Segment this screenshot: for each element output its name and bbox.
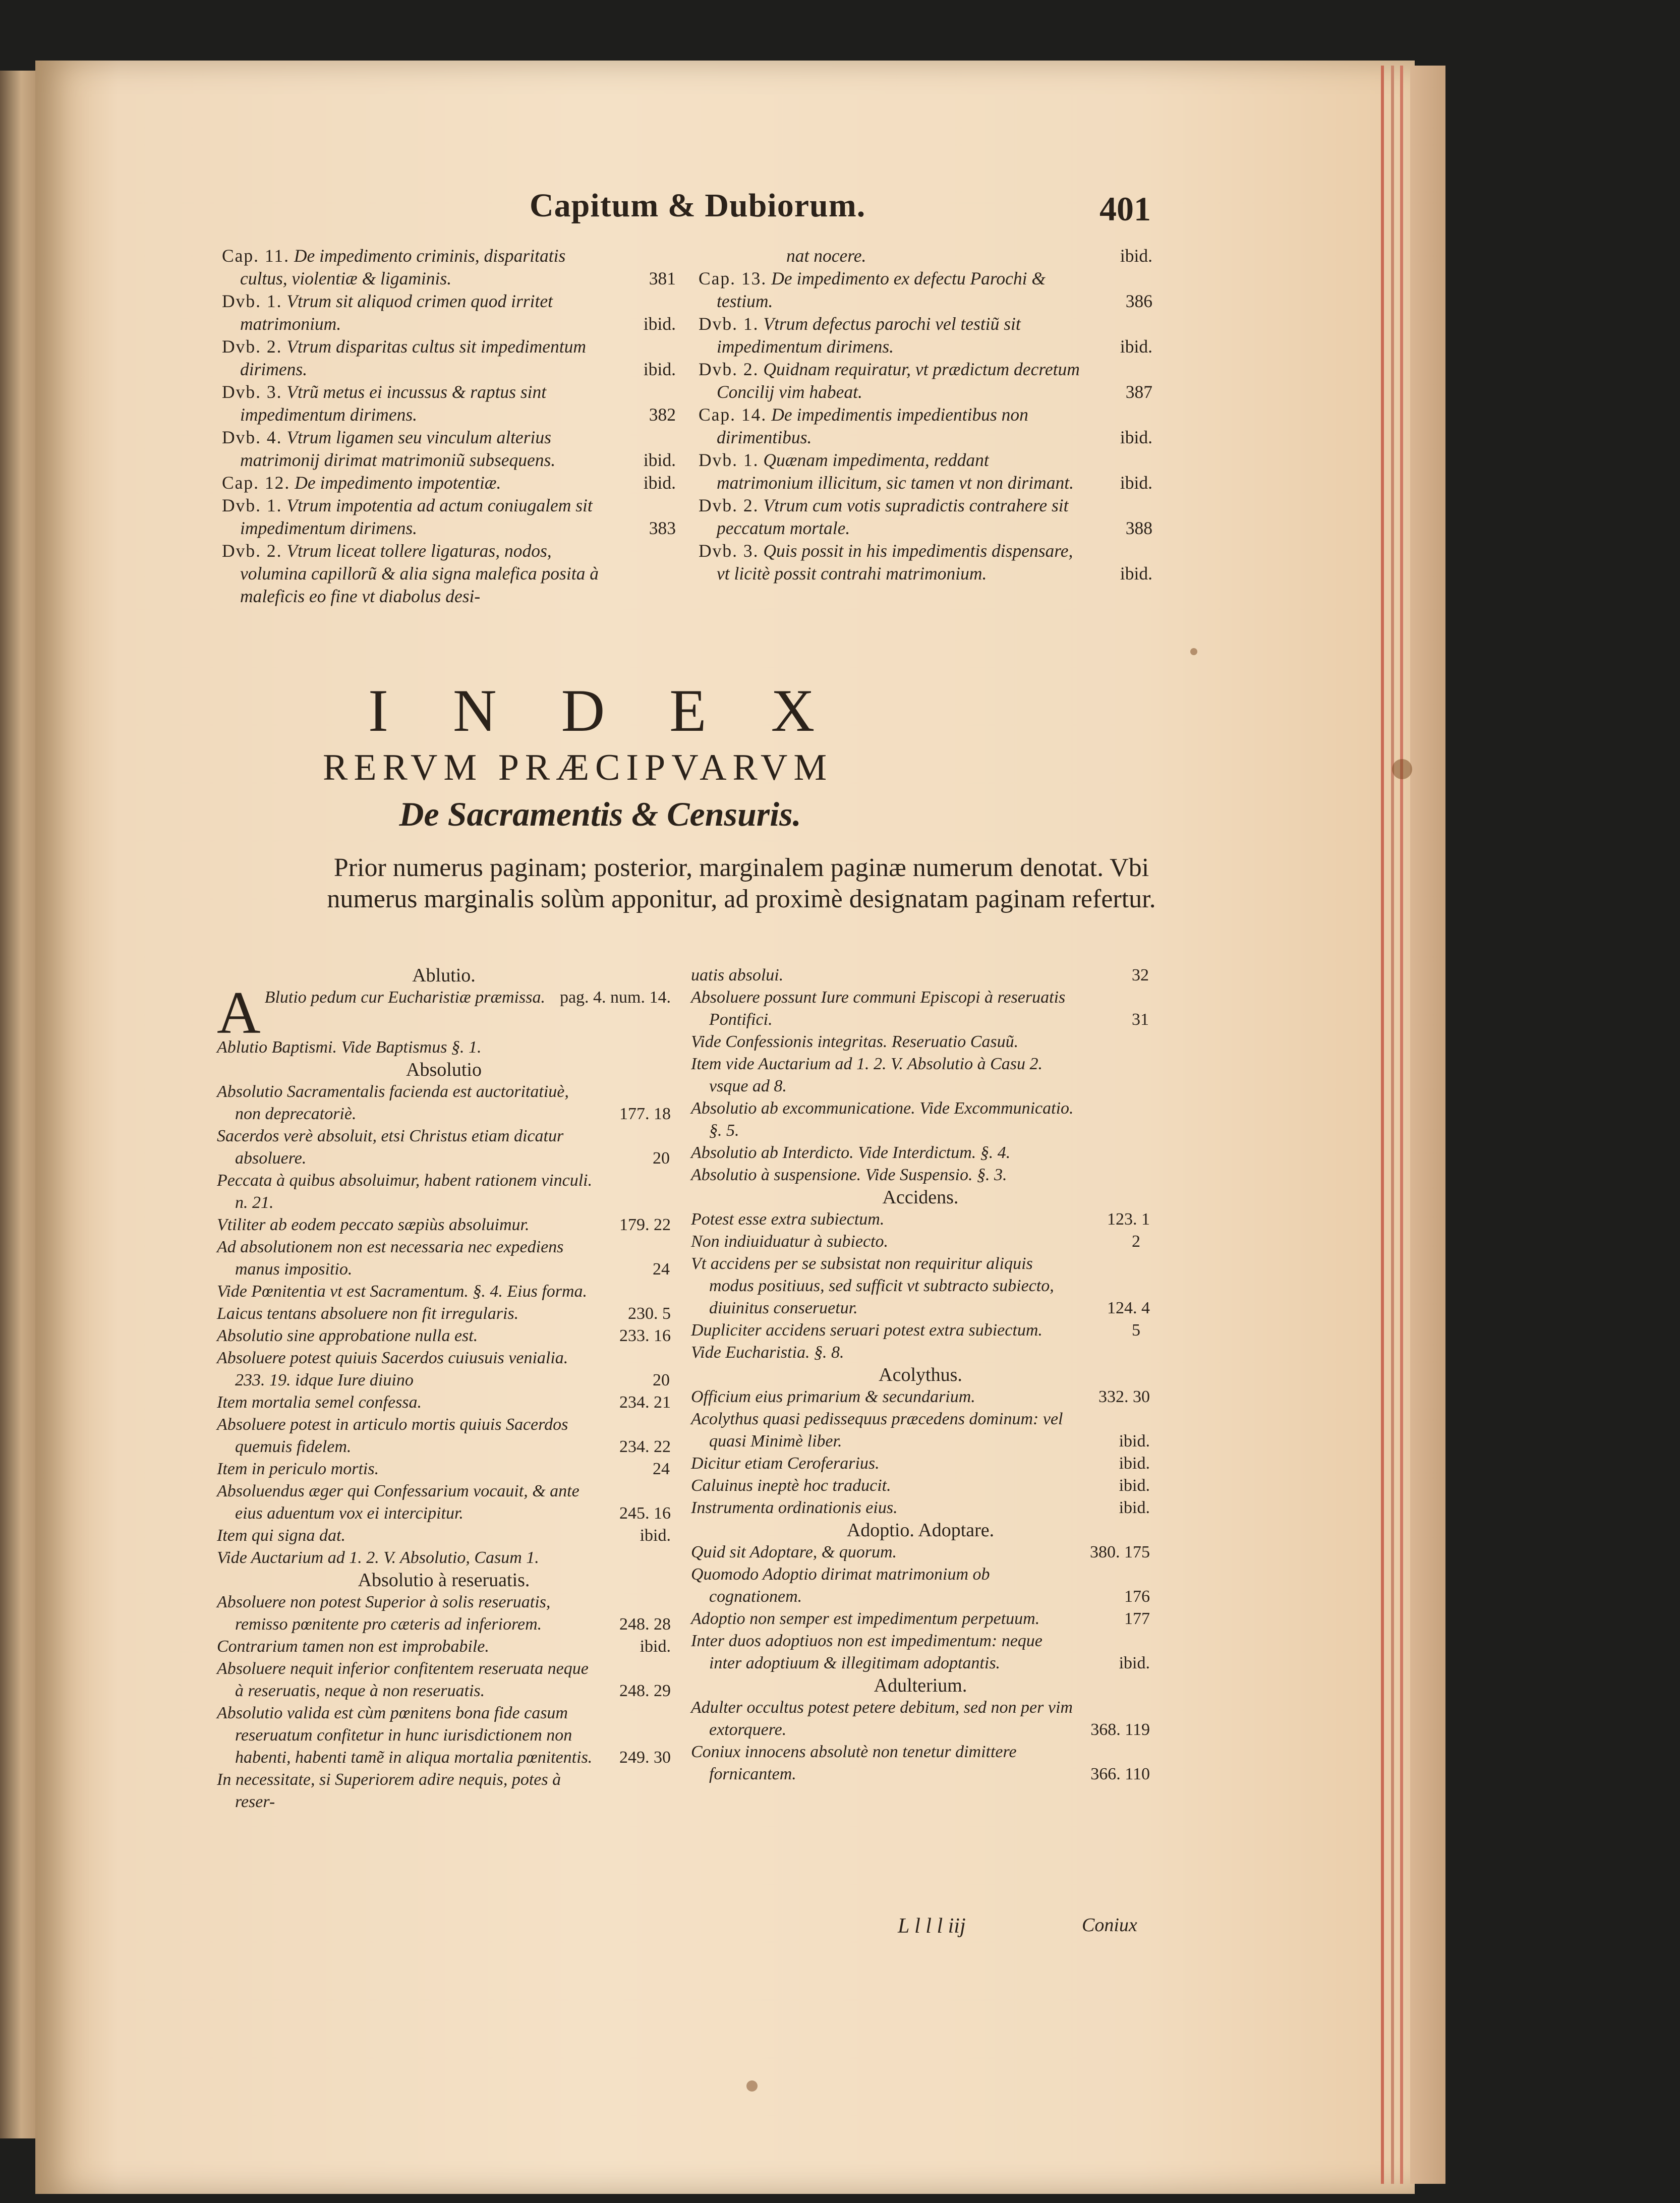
index-entry	[217, 1591, 671, 1636]
toc-entry	[699, 540, 1152, 585]
index-text: Absolutio à suspensione. Vide Suspensio. §. 3.	[691, 1166, 1007, 1184]
toc-text: Vtrum liceat tollere ligaturas, nodos, volumina capillorũ & alia signa malefica posita à maleficis eo fine vt diabolus desi-	[240, 541, 599, 606]
index-text: Adulter occultus potest petere debitum, sed non per vim extorquere.	[691, 1698, 1073, 1739]
toc-entry	[222, 426, 676, 472]
index-ref: 366. 110	[1090, 1765, 1150, 1783]
index-entry	[691, 1608, 1150, 1630]
index-ref: 123. 1	[1107, 1210, 1150, 1229]
index-ref: ibid.	[1119, 1476, 1150, 1495]
toc-ref: 381	[649, 268, 676, 288]
index-heading: Acolythus.	[879, 1364, 962, 1385]
index-text: Caluinus ineptè hoc traducit.	[691, 1476, 891, 1495]
index-text: Absoluere nequit inferior confitentem reseruata neque à reseruatis, neque à non reseruatis.	[217, 1659, 589, 1700]
toc-text: Quænam impedimenta, reddant matrimonium illicitum, sic tamen vt non dirimant.	[717, 450, 1074, 493]
toc-ref: ibid.	[643, 314, 676, 334]
toc-entry	[699, 494, 1152, 540]
index-ref: 249. 30	[619, 1748, 671, 1767]
toc-entry	[222, 335, 676, 381]
toc-text: Vtrum ligamen seu vinculum alterius matrimonij dirimat matrimoniũ subsequens.	[240, 427, 556, 470]
index-text: Ad absolutionem non est necessaria nec expediens manus impositio.	[217, 1238, 564, 1279]
index-ref: ibid.	[1119, 1454, 1150, 1473]
index-text: Quomodo Adoptio dirimat matrimonium ob cognationem.	[691, 1565, 990, 1606]
index-entry: uatis absolui. 32	[691, 966, 1149, 984]
index-entry: Non indiuiduatur à subiecto. 2	[691, 1232, 1140, 1251]
index-entry	[217, 1414, 671, 1458]
index-entry	[691, 1097, 1150, 1142]
toc-text: De impedimento impotentiæ.	[295, 473, 501, 493]
index-text: Absolutio ab excommunicatione. Vide Excommunicatio. §. 5.	[691, 1099, 1074, 1140]
index-ref: 233. 16	[619, 1326, 671, 1345]
index-heading: Adoptio. Adoptare.	[846, 1520, 995, 1541]
index-heading: Accidens.	[882, 1187, 959, 1208]
index-text: Vide Auctarium ad 1. 2. V. Absolutio, Casum 1.	[217, 1548, 539, 1567]
index-ref: 177. 18	[619, 1105, 671, 1123]
running-header: Capitum & Dubiorum.	[530, 187, 866, 224]
index-text: Absolutio Sacramentalis facienda est auctoritatiuè, non deprecatoriè.	[217, 1082, 569, 1123]
toc-entry	[699, 245, 1152, 267]
index-title: INDEX	[368, 677, 880, 744]
index-entry	[217, 1170, 671, 1214]
index-text: Potest esse extra subiectum.	[691, 1210, 885, 1229]
toc-ref: 387	[1125, 382, 1152, 402]
index-ref: 234. 21	[619, 1393, 671, 1412]
toc-ref: ibid.	[643, 473, 676, 493]
index-text: Blutio pedum cur Eucharistiæ præmissa.	[264, 988, 545, 1007]
index-text: Absolutio sine approbatione nulla est.	[217, 1326, 478, 1345]
toc-ref: 383	[649, 518, 676, 538]
toc-text: Vtrum defectus parochi vel testiũ sit impedimentum dirimens.	[717, 314, 1021, 357]
index-text: Coniux innocens absolutè non tenetur dimittere fornicantem.	[691, 1743, 1017, 1783]
index-entry	[217, 1214, 671, 1236]
index-ref: ibid.	[1119, 1498, 1150, 1517]
index-entry	[691, 1386, 1150, 1408]
toc-text: Vtrum disparitas cultus sit impedimentum dirimens.	[240, 336, 587, 379]
toc-ref: ibid.	[1120, 473, 1152, 493]
index-ref: 177	[1124, 1609, 1150, 1628]
toc-entry	[699, 449, 1152, 494]
toc-ref: ibid.	[1120, 427, 1152, 447]
toc-left-column	[222, 245, 676, 608]
index-subtitle: RERVM PRÆCIPVARVM	[323, 747, 833, 788]
toc-label: Cap. 11.	[222, 246, 289, 266]
index-ref: 245. 16	[619, 1504, 671, 1523]
index-entry	[217, 1636, 671, 1658]
index-entry	[217, 1547, 671, 1569]
toc-label: Dvb. 1.	[699, 314, 759, 334]
toc-label: Dvb. 3.	[699, 541, 759, 561]
toc-text: Quis possit in his impedimentis dispensare, vt licitè possit contrahi matrimonium.	[717, 541, 1073, 584]
index-entry	[217, 1702, 671, 1769]
toc-text: Vtrum sit aliquod crimen quod irritet matrimonium.	[240, 291, 553, 334]
index-text: Officium eius primarium & secundarium.	[691, 1387, 975, 1406]
drop-cap-letter: A	[217, 979, 261, 1046]
toc-entry	[699, 403, 1152, 449]
toc-text: Vtrũ metus ei incussus & raptus sint impedimentum dirimens.	[240, 382, 547, 425]
index-entry	[217, 1658, 671, 1702]
index-ref: 124. 4	[1107, 1299, 1150, 1317]
index-text: Adoptio non semper est impedimentum perpetuum.	[691, 1609, 1040, 1628]
index-ref: ibid.	[1119, 1432, 1150, 1451]
toc-ref: ibid.	[643, 359, 676, 379]
index-text: Peccata à quibus absoluimur, habent rationem vinculi. n. 21.	[217, 1171, 593, 1212]
index-text: Laicus tentans absoluere non fit irregularis.	[217, 1304, 519, 1323]
toc-entry	[699, 358, 1152, 403]
index-text: Item vide Auctarium ad 1. 2. V. Absolutio à Casu 2. vsque ad 8.	[691, 1055, 1042, 1095]
index-entry	[217, 1081, 671, 1125]
index-entry	[691, 1697, 1150, 1741]
index-ref: 176	[1124, 1587, 1150, 1606]
page-number: 401	[1099, 190, 1151, 228]
toc-ref: ibid.	[643, 450, 676, 470]
toc-ref: 388	[1125, 518, 1152, 538]
page-edge-red-1	[1381, 66, 1384, 2184]
index-right-column	[691, 964, 1150, 1785]
toc-ref: ibid.	[1120, 563, 1152, 584]
toc-label: Dvb. 2.	[222, 336, 282, 357]
index-text: Dupliciter accidens seruari potest extra subiectum.	[691, 1321, 1042, 1340]
index-ref: 230. 5	[628, 1304, 671, 1323]
index-ref: 332. 30	[1098, 1387, 1150, 1406]
index-entry	[691, 1630, 1150, 1674]
index-entry	[217, 1036, 671, 1059]
index-ref: 248. 29	[619, 1682, 671, 1700]
toc-text: De impedimento ex defectu Parochi & testium.	[717, 268, 1046, 311]
index-text: Vtiliter ab eodem peccato sæpiùs absoluimur.	[217, 1215, 530, 1234]
index-text: Absoluere possunt Iure communi Episcopi à reseruatis Pontifici.	[691, 988, 1066, 1029]
page-edge-red-2	[1391, 66, 1394, 2184]
toc-label: Cap. 13.	[699, 268, 767, 288]
index-ref: ibid.	[640, 1637, 671, 1656]
index-text: uatis absolui.	[691, 966, 784, 984]
index-text: Item qui signa dat.	[217, 1526, 345, 1545]
index-text: In necessitate, si Superiorem adire nequis, potes à reser-	[217, 1770, 561, 1811]
index-ref: 179. 22	[619, 1215, 671, 1234]
index-heading: Ablutio.	[412, 965, 476, 986]
index-entry	[691, 1142, 1150, 1164]
toc-right-column	[699, 245, 1152, 585]
index-left-column	[217, 964, 671, 1813]
index-text: Inter duos adoptiuos non est impedimentum: neque inter adoptiuum & illegitimam adoptantis.	[691, 1632, 1042, 1672]
toc-label: Dvb. 1.	[222, 291, 282, 311]
index-entry	[691, 1031, 1150, 1053]
toc-entry	[222, 494, 676, 540]
index-entry	[691, 1541, 1150, 1563]
index-ref: 380. 175	[1090, 1543, 1150, 1561]
toc-ref: ibid.	[1120, 246, 1152, 266]
toc-text: Vtrum cum votis supradictis contrahere sit peccatum mortale.	[717, 495, 1069, 538]
index-entry: Absoluere potest quiuis Sacerdos cuiusuis venialia. 233. 19. idque Iure diuino 20	[217, 1349, 670, 1389]
toc-text: De impedimento criminis, disparitatis cultus, violentiæ & ligaminis.	[240, 246, 566, 288]
toc-ref: 382	[649, 404, 676, 425]
index-text: Non indiuiduatur à subiecto.	[691, 1232, 888, 1251]
index-entry: Sacerdos verè absoluit, etsi Christus etiam dicatur absoluere. 20	[217, 1127, 670, 1168]
toc-entry	[699, 267, 1152, 313]
index-entry	[691, 1408, 1150, 1453]
index-ref: 234. 22	[619, 1437, 671, 1456]
index-ref: 248. 28	[619, 1615, 671, 1634]
index-entry	[691, 1475, 1150, 1497]
toc-entry	[699, 313, 1152, 358]
toc-text: De impedimentis impedientibus non dirimentibus.	[717, 404, 1028, 447]
toc-label: Dvb. 4.	[222, 427, 282, 447]
toc-label: Dvb. 3.	[222, 382, 282, 402]
index-heading: Adulterium.	[874, 1675, 967, 1696]
toc-label: Dvb. 2.	[222, 541, 282, 561]
index-text: Vide Eucharistia. §. 8.	[691, 1343, 844, 1362]
toc-entry	[222, 540, 676, 608]
index-text: Vide Confessionis integritas. Reseruatio Casuũ.	[691, 1032, 1019, 1051]
index-text: Ablutio Baptismi. Vide Baptismus §. 1.	[217, 1038, 482, 1057]
index-text: Sacerdos verè absoluit, etsi Christus etiam dicatur absoluere.	[217, 1127, 564, 1168]
index-ref: pag. 4. num. 14.	[559, 988, 671, 1007]
index-heading: Absolutio à reseruatis.	[358, 1570, 530, 1591]
index-ref: 368. 119	[1090, 1720, 1150, 1739]
index-entry: Dupliciter accidens seruari potest extra subiectum. 5	[691, 1321, 1140, 1340]
index-text: Absolutio valida est cùm pœnitens bona fide casum reseruatum confitetur in hunc iurisdictionem non habenti, habenti tamẽ in aliqua mortalia pœnitentis.	[217, 1704, 593, 1767]
index-text: Absoluendus æger qui Confessarium vocauit, & ante eius aduentum vox ei intercipitur.	[217, 1482, 580, 1523]
index-ref: ibid.	[1119, 1654, 1150, 1672]
index-entry	[691, 1164, 1150, 1186]
index-entry	[217, 1392, 671, 1414]
toc-entry	[222, 290, 676, 335]
index-entry	[217, 1525, 671, 1547]
index-text: Absoluere potest in articulo mortis quiuis Sacerdos quemuis fidelem.	[217, 1415, 568, 1456]
stain-mark	[1392, 759, 1412, 779]
index-entry	[691, 1342, 1150, 1364]
index-note: Prior numerus paginam; posterior, marginalem paginæ numerum denotat. Vbi numerus marginalis solùm apponitur, ad proximè designatam paginam refertur.	[327, 853, 1156, 913]
toc-entry	[222, 381, 676, 426]
stain-mark	[746, 2080, 758, 2092]
index-entry	[217, 1769, 671, 1813]
index-text: Absoluere non potest Superior à solis reseruatis, remisso pœnitente pro cæteris ad inferiorem.	[217, 1593, 551, 1634]
toc-label: Cap. 12.	[222, 473, 291, 493]
index-text: Vt accidens per se subsistat non requiritur aliquis modus positiuus, sed sufficit vt subtracto subiecto, diuinitus conseruetur.	[691, 1254, 1054, 1317]
index-subsubtitle: De Sacramentis & Censuris.	[399, 795, 801, 833]
index-entry: Ad absolutionem non est necessaria nec expediens manus impositio. 24	[217, 1238, 670, 1279]
toc-label: Dvb. 2.	[699, 359, 759, 379]
index-text: Absolutio ab Interdicto. Vide Interdictum. §. 4.	[691, 1143, 1011, 1162]
index-text: Contrarium tamen non est improbabile.	[217, 1637, 489, 1656]
index-text: Item in periculo mortis.	[217, 1460, 379, 1478]
toc-label: Dvb. 1.	[699, 450, 759, 470]
toc-text: nat nocere.	[786, 246, 866, 266]
index-text: Dicitur etiam Ceroferarius.	[691, 1454, 880, 1473]
index-entry	[691, 1563, 1150, 1608]
index-entry: Absoluere possunt Iure communi Episcopi à reseruatis Pontifici. 31	[691, 988, 1149, 1029]
index-entry	[217, 1281, 671, 1303]
index-entry	[691, 1497, 1150, 1519]
index-text: Acolythus quasi pedissequus præcedens dominum: vel quasi Minimè liber.	[691, 1410, 1063, 1451]
toc-entry	[222, 245, 676, 290]
left-page-edge	[0, 71, 35, 2138]
index-text: Absoluere potest quiuis Sacerdos cuiusuis venialia. 233. 19. idque Iure diuino	[217, 1349, 568, 1389]
toc-label: Dvb. 2.	[699, 495, 759, 515]
page-edge-red-3	[1400, 66, 1403, 2184]
index-entry	[217, 979, 671, 1046]
toc-label: Cap. 14.	[699, 404, 767, 425]
toc-ref: ibid.	[1120, 336, 1152, 357]
toc-text: Quidnam requiratur, vt prædictum decretum Concilij vim habeat.	[717, 359, 1080, 402]
index-ref: ibid.	[640, 1526, 671, 1545]
index-entry	[217, 1480, 671, 1525]
toc-entry	[222, 472, 676, 494]
toc-ref: 386	[1125, 291, 1152, 311]
index-entry: Item in periculo mortis. 24	[217, 1460, 670, 1478]
index-heading: Absolutio	[406, 1059, 482, 1080]
index-entry	[691, 1253, 1150, 1319]
index-text: Item mortalia semel confessa.	[217, 1393, 422, 1412]
index-text: Vide Pœnitentia vt est Sacramentum. §. 4. Eius forma.	[217, 1282, 588, 1301]
catchword: Coniux	[1082, 1915, 1137, 1936]
index-entry	[691, 1053, 1150, 1097]
index-text: Quid sit Adoptare, & quorum.	[691, 1543, 897, 1561]
index-text: Instrumenta ordinationis eius.	[691, 1498, 898, 1517]
index-entry	[691, 1741, 1150, 1785]
toc-label: Dvb. 1.	[222, 495, 282, 515]
index-entry	[691, 1208, 1150, 1231]
toc-text: Vtrum impotentia ad actum coniugalem sit impedimentum dirimens.	[240, 495, 593, 538]
page-edge-block	[1410, 66, 1445, 2184]
index-entry	[217, 1303, 671, 1325]
signature-mark: L l l l iij	[898, 1915, 966, 1938]
index-entry	[691, 1453, 1150, 1475]
index-entry	[217, 1325, 671, 1347]
stain-mark	[1190, 648, 1197, 655]
